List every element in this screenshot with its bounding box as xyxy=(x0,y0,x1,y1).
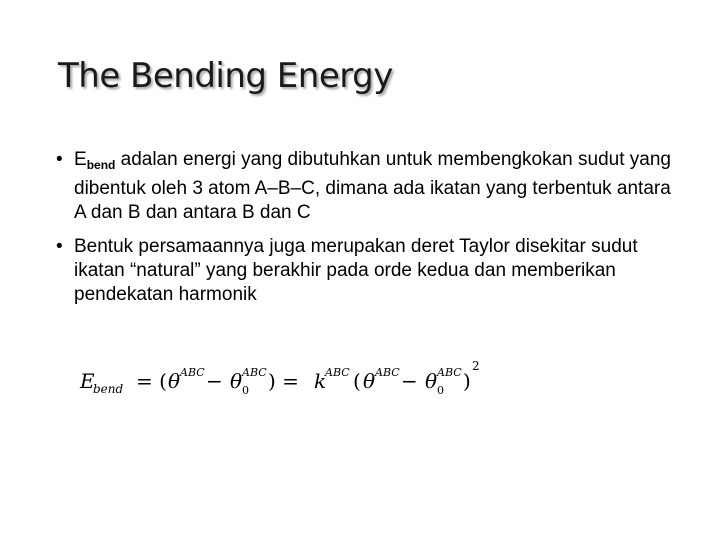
eq-theta-zero-subscript: 0 xyxy=(242,384,249,397)
energy-subscript: bend xyxy=(86,158,116,172)
eq-theta-2: θ xyxy=(363,369,376,393)
eq-minus: − xyxy=(206,369,223,393)
equation-svg xyxy=(78,356,548,402)
eq-lhs-subscript: bend xyxy=(93,382,124,396)
eq-k: k xyxy=(314,369,327,393)
bullet-icon: • xyxy=(56,149,63,170)
eq-theta-zero-2-superscript: ABC xyxy=(437,366,462,379)
eq-theta: θ xyxy=(168,369,181,393)
bullet-icon: • xyxy=(56,236,63,257)
bullet-item-bending-energy-definition xyxy=(56,148,676,225)
bullet-text: adalan energi yang dibutuhkan untuk membengkokan sudut yang dibentuk oleh 3 atom A–B–C, dimana ada ikatan yang terbentuk antara A dan B dan antara B dan C xyxy=(74,149,671,223)
eq-theta-zero-superscript: ABC xyxy=(242,366,267,379)
eq-close-equals: ) = xyxy=(268,369,299,393)
eq-open-paren: ( xyxy=(353,369,361,393)
eq-theta-zero: θ xyxy=(230,369,243,393)
energy-symbol: E xyxy=(74,149,87,170)
slide-title: The Bending Energy xyxy=(58,56,393,96)
eq-theta-zero-2: θ xyxy=(425,369,438,393)
bullet-text: Bentuk persamaannya juga merupakan deret Taylor disekitar sudut ikatan “natural” yang berakhir pada orde kedua dan memberikan pendekatan harmonik xyxy=(74,236,638,305)
eq-k-superscript: ABC xyxy=(325,366,350,379)
eq-theta-zero-2-subscript: 0 xyxy=(437,384,444,397)
eq-minus-2: − xyxy=(401,369,418,393)
bending-energy-equation xyxy=(78,356,548,402)
eq-power: 2 xyxy=(472,359,480,373)
eq-theta-superscript: ABC xyxy=(180,366,205,379)
bullet-item-taylor-series xyxy=(56,235,676,307)
eq-theta-2-superscript: ABC xyxy=(375,366,400,379)
eq-equals-open: = ( xyxy=(136,369,167,393)
eq-close-paren: ) xyxy=(463,369,471,393)
eq-lhs: E xyxy=(80,369,95,393)
bullet-list xyxy=(56,148,676,317)
